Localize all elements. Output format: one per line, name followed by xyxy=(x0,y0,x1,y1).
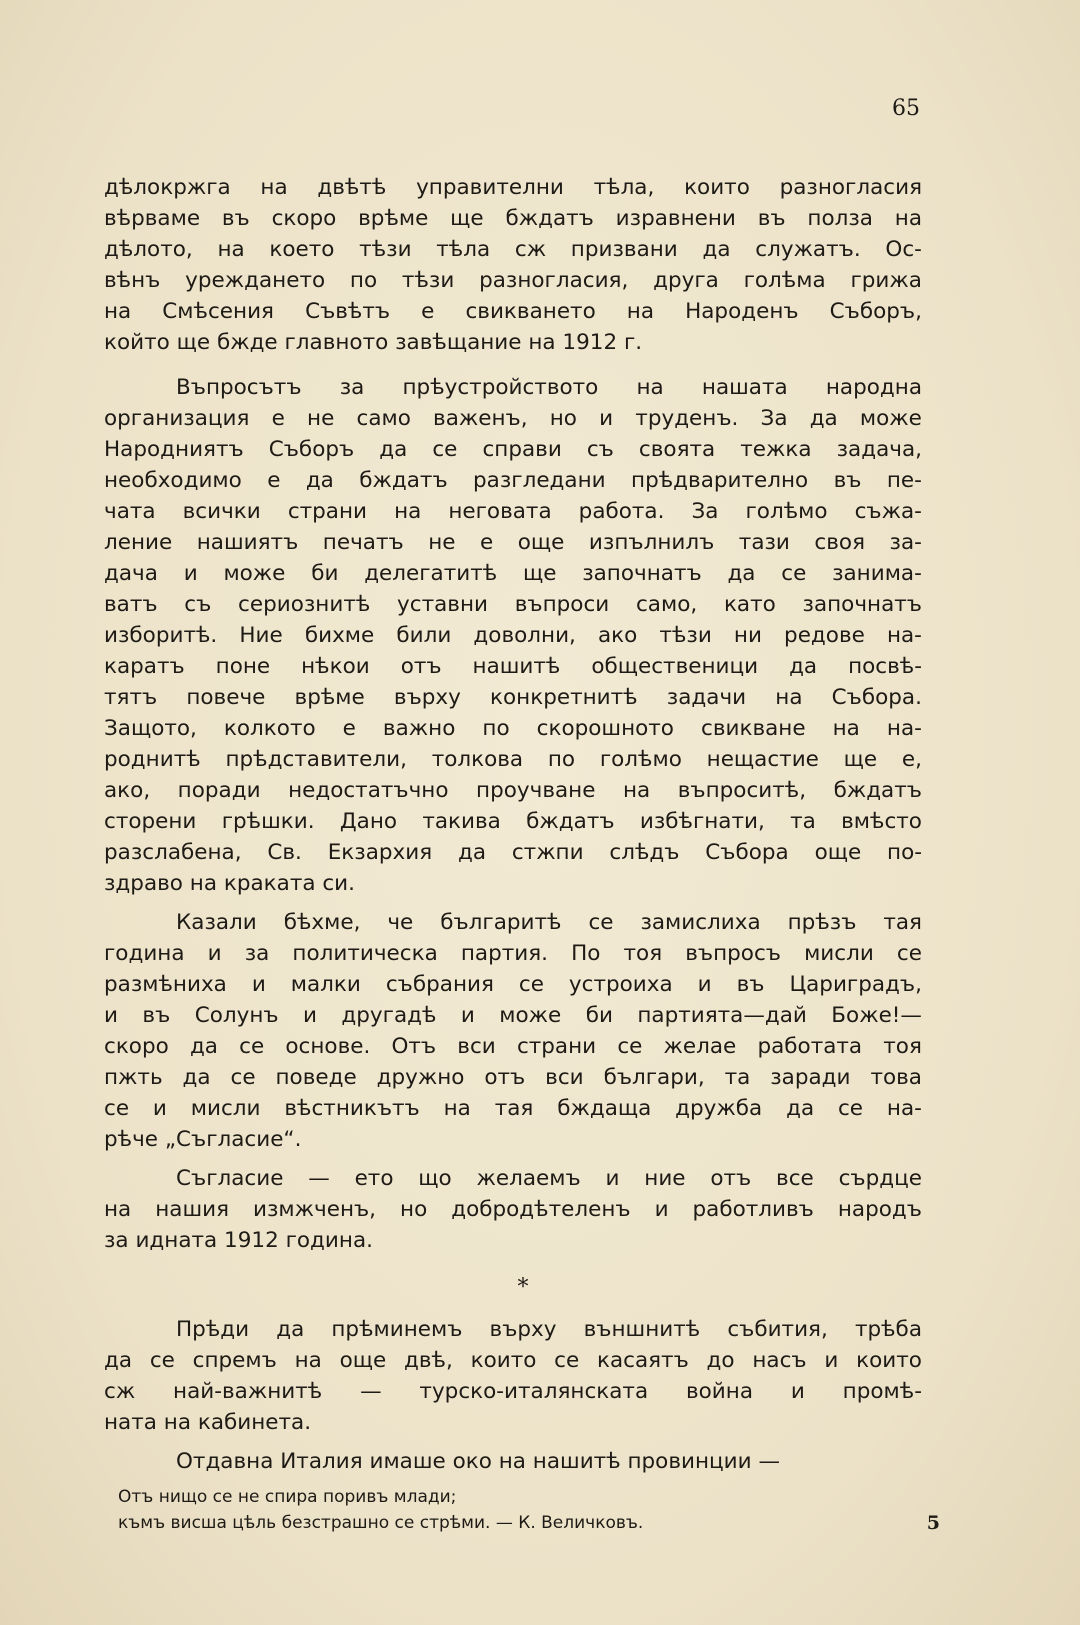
text-line: скоро да се основе. Отъ вси страни се желае работата тоя xyxy=(104,1034,922,1059)
text-line: разслабена, Св. Екзархия да стжпи слѣдъ Събора още по- xyxy=(104,840,922,865)
text-line: на нашия измжченъ, но добродѣтеленъ и работливъ народъ xyxy=(104,1197,922,1222)
text-line: за идната 1912 година. xyxy=(104,1228,373,1253)
text-line: вѣрваме въ скоро врѣме ще бждатъ изравнени въ полза на xyxy=(104,206,922,231)
text-line: вѣнъ уреждането по тѣзи разногласия, друга голѣма грижа xyxy=(104,268,922,293)
epigraph-line: Отъ нищо се не спира поривъ млади; xyxy=(118,1487,457,1507)
text-line: Въпросътъ за прѣустройството на нашата народна xyxy=(176,375,922,400)
text-line: размѣниха и малки събрания се устроиха и въ Цариградъ, xyxy=(104,972,922,997)
text-line: и въ Солунъ и другадѣ и може би партията—дай Боже!— xyxy=(104,1003,922,1028)
text-line: здраво на краката си. xyxy=(104,871,355,896)
text-line: каратъ поне нѣкои отъ нашитѣ общественици да посвѣ- xyxy=(104,654,922,679)
text-line: Отдавна Италия имаше око на нашитѣ провинции — xyxy=(176,1449,780,1474)
main-text xyxy=(104,172,922,1477)
text-line: рѣче „Съгласие“. xyxy=(104,1127,302,1152)
text-line: ватъ съ сериознитѣ уставни въпроси само, като започнатъ xyxy=(104,592,922,617)
text-line: да се спремъ на още двѣ, които се касаятъ до насъ и които xyxy=(104,1348,922,1373)
text-line: който ще бжде главното завѣщание на 1912 г. xyxy=(104,330,643,355)
text-line: на Смѣсения Съвѣтъ е свикването на Народенъ Съборъ, xyxy=(104,299,922,324)
sheet-number: 5 xyxy=(926,1512,940,1534)
text-line: дѣлото, на което тѣзи тѣла сж призвани да служатъ. Ос- xyxy=(104,237,922,262)
text-line: организация е не само важенъ, но и труденъ. За да може xyxy=(104,406,922,431)
text-line: пжть да се поведе дружно отъ вси българи, та заради това xyxy=(104,1065,922,1090)
text-line: роднитѣ прѣдставители, толкова по голѣмо нещастие ще е, xyxy=(104,747,922,772)
text-line: се и мисли вѣстникътъ на тая бждаща дружба да се на- xyxy=(104,1096,922,1121)
paragraph-gap xyxy=(104,1306,922,1314)
text-line: ако, поради недостатъчно проучване на въпроситѣ, бждатъ xyxy=(104,778,922,803)
text-line: Казали бѣхме, че българитѣ се замислиха прѣзъ тая xyxy=(176,910,922,935)
epigraph-line: къмъ висша цѣль безстрашно се стрѣми. — К. Величковъ. xyxy=(118,1513,644,1533)
paragraph-gap xyxy=(104,1438,922,1446)
text-line: Съгласие — ето що желаемъ и ние отъ все сърдце xyxy=(176,1166,922,1191)
text-line: дѣлокржга на двѣтѣ управителни тѣла, които разногласия xyxy=(104,175,922,200)
text-line: тятъ повече врѣме върху конкретнитѣ задачи на Събора. xyxy=(104,685,922,710)
text-line: сторени грѣшки. Дано такива бждатъ избѣгнати, та вмѣсто xyxy=(104,809,922,834)
paragraph-gap xyxy=(104,1155,922,1163)
paragraph-gap xyxy=(104,1256,922,1270)
text-line: изборитѣ. Ние бихме били доволни, ако тѣзи ни редове на- xyxy=(104,623,922,648)
paragraph-gap xyxy=(104,899,922,907)
text-line: Защото, колкото е важно по скорошното свикване на на- xyxy=(104,716,922,741)
text-line: чата всички страни на неговата работа. За голѣмо съжа- xyxy=(104,499,922,524)
text-line: дача и може би делегатитѣ ще започнатъ да се занима- xyxy=(104,561,922,586)
text-line: необходимо е да бждатъ разгледани прѣдварително въ пе- xyxy=(104,468,922,493)
footer-epigraph xyxy=(118,1484,940,1536)
text-line: година и за политическа партия. По тоя въпросъ мисли се xyxy=(104,941,922,966)
paragraph-gap xyxy=(104,358,922,372)
page-number: 65 xyxy=(892,96,920,121)
text-line: Народниятъ Съборъ да се справи съ своята тежка задача, xyxy=(104,437,922,462)
text-line: ление нашиятъ печатъ не е още изпълнилъ тази своя за- xyxy=(104,530,922,555)
section-separator: * xyxy=(517,1275,529,1300)
text-line: ната на кабинета. xyxy=(104,1410,312,1435)
text-line: Прѣди да прѣминемъ върху външнитѣ събития, трѣба xyxy=(176,1317,922,1342)
text-line: сж най-важнитѣ — турско-италянската война и промѣ- xyxy=(104,1379,922,1404)
